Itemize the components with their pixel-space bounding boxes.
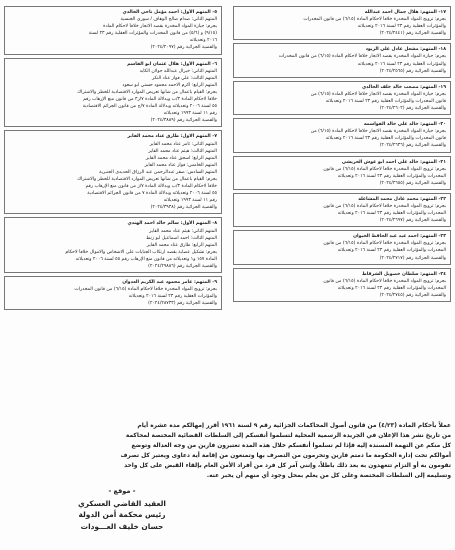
charge-line: بجرم: حيازة المواد المخدرة بقصد الاتجار خلافاً لاحكام المادة: [103, 24, 217, 30]
notice-line: عملاً بأحكام المادة (٤/٢٣) من قانون أصول المحاكمات الجزائية رقم ٩ لسنة ١٩٦١ أقرر إمهالكم مدة عشرة أيام: [137, 423, 451, 429]
defendant-name: ١٨- المتهم: مشعل عادل علي الزيود: [365, 47, 446, 53]
charge-line: والقضية الجزائية رقم (٢٠٢٤/٢٧١٧): [379, 255, 446, 261]
charge-line: المخدرات والمؤثرات العقلية رقم ٢٣ لسنة ٢٠١٦ وتعديلاته: [337, 248, 446, 254]
charge-line: والقضية الجزائية رقم (٢٠٢٤/٢٦٣٦): [379, 143, 446, 149]
charge-line: والقضية الجزائية رقم (٢٠٢٤/٢٤٤١): [379, 31, 446, 37]
charge-line: والقضية الجزائية رقم (٢٠٢٤/٢٨٧٣٣): [148, 301, 217, 307]
charge-line: المتهم الرابع: اكرم الاحمد محمود حسني ابو سعود: [122, 82, 217, 88]
defendant-entry: [4, 130, 222, 214]
notice-line: كل منكم عن التهمة المسندة إليه فإذا لم تسلموا أنفسكم خلال هذه المدة تعتبرون فارين من وجه العدالة وتوضع: [131, 443, 451, 449]
charge-line: بجرم: القيام باعمال من شأنها تعريض الموارد الاقتصادية للخطر والاشتراك: [77, 89, 217, 95]
defendant-entry: [233, 43, 451, 77]
charge-line: رقم ١١ لسنة ١٩٩٣ وتعديلاته: [163, 198, 217, 204]
defendant-name: ١٧- المتهم: هلال جمال احمد عبدالله: [364, 10, 446, 15]
defendant-entry: [233, 193, 451, 227]
charge-line: المخدرات والمؤثرات العقلية رقم ٢٣ لسنة ٢٠١٦ وتعديلاته: [337, 285, 446, 291]
charge-line: والقضية الجزائية رقم (٢٠٢٤/٢٩٨٨٦): [148, 264, 217, 269]
signature-seal: - موقع -: [108, 487, 136, 495]
charge-line: المتهم الثاني: ثامر عناد محمد الفايز: [149, 141, 217, 147]
charge-line: المتهم الثالث: احمد اسماعيل ابو زنط: [146, 235, 217, 241]
signature-rank: العقيد القاضي العسكري: [78, 498, 166, 508]
left-column: [4, 6, 222, 313]
charge-line: قانون المخدرات والمؤثرات العقلية رقم ٢٣ لسنة ٢٠١٦ وتعديلاته: [325, 98, 446, 104]
defendant-name: ٢٠- المتهم: خالد علي خالد القواسمه: [363, 122, 446, 128]
charge-line: المخدرات والمؤثرات العقلية رقم ٢٣ لسنة ٢٠١٦ وتعديلاته: [337, 211, 446, 217]
charge-line: والقضية الجزائية رقم (٢٠٢٤/٣٨٨٩): [150, 118, 217, 124]
notice-line: أموالكم تحت إدارة الحكومة ما دمتم فارين وتحرمون من التصرف بها وتمنعون من إقامة أية دعاوى ويعتبر كل تصرف: [120, 453, 451, 459]
defendant-entry: [233, 268, 451, 302]
signature-block: [22, 486, 222, 532]
defendant-entry: [4, 276, 222, 310]
charge-line: ٢٠١٦ وتعديلاته: [189, 38, 217, 44]
notice-line: تقومون به أو التزام تتعهدون به بعد ذلك باطلاً، وإنني آمر كل فرد من أفراد الأمن العام بإلقاء القبض على كل واحد: [124, 463, 451, 469]
charge-line: والمؤثرات العقلية رقم ٢٣ لسنة ٢٠١٦ وتعديلاته: [357, 24, 446, 30]
charge-line: المتهم الخامس: فواز عناد محمد الفايز: [144, 162, 217, 168]
charge-line: بجرم: ترويج المواد المخدرة خلافاً لاحكام المادة (٦/١٥) من قانون المخدرات: [74, 287, 217, 293]
charge-line: والقضية الجزائية رقم (٢٠٢٤/٢٠٩٧): [150, 45, 217, 51]
defendant-entry: [233, 118, 451, 152]
charge-line: ٥٥ لسنة ٢٠٠٦ وتعديلاته وبدلالة المادة ٧/ج من قانون الجرائم الاقتصادية: [82, 104, 217, 110]
charge-line: المتهم الثالث: علي فواز عناد النكز: [152, 75, 217, 81]
signature-name: حسان خليف العـــودات: [80, 521, 164, 531]
charge-line: والمؤثرات العقلية رقم ٢٣ لسنة ٢٠١٦ وتعديلاته: [357, 61, 446, 67]
charge-line: والقضية الجزائية رقم (٢٠٢٤/٢٥٦٥): [379, 68, 446, 74]
defendant-entry: [233, 81, 451, 115]
defendant-entry: [233, 156, 451, 190]
defendant-entry: [233, 230, 451, 264]
charge-line: بجرم: حيازة المواد المخدرة بقصد الاتجار خلافاً لاحكام المادة (٦/١٥) من: [310, 91, 446, 97]
notice-line: من تاريخ نشر هذا الإعلان في الجريدة الرسمية المحلية لتسلموا أنفسكم إلى السلطات القضائية المختصة لمحاكمة: [125, 433, 451, 439]
defendant-entry: [4, 217, 222, 273]
defendant-entry: [233, 6, 451, 40]
signature-title: رئيس محكمة أمن الدولة: [78, 510, 166, 519]
charge-line: بجرم: حيازة المواد المخدرة بقصد الاتجار خلافاً لاحكام المادة (٦/١٥) من قانون المخدرات: [278, 54, 446, 60]
defendant-name: ١٩- المتهم: مصعب خالد خلف الخالدي: [361, 84, 446, 90]
charge-line: والقضية الجزائية رقم (٢٠٢٤/٣٩٣٨): [150, 205, 217, 211]
charge-line: المخدرات والمؤثرات العقلية رقم ٢٣ لسنة ٢٠١٦ وتعديلاته: [337, 173, 446, 179]
charge-line: المتهم الثاني: هيثم عناد محمد الفايز: [149, 228, 217, 234]
charge-line: بجرم: ترويج المواد المخدرة خلافاً لاحكام المادة (٦/١٥) من قانون: [323, 166, 446, 172]
charge-line: المتهم الثاني: صدام صالح الوهاف / سوري الجنسية: [120, 17, 217, 23]
charge-line: بجرم: ترويج المواد المخدرة خلافاً لاحكام المادة (٦/١٥) من قانون: [323, 278, 446, 284]
notice-text: [4, 421, 451, 481]
charge-line: المادة ١٥٧ و١ وتعديلاته من قانون منع الإرهاب رقم ٥٥ لسنة ٢٠٠٦ وتعديلاته: [75, 256, 217, 262]
charge-line: قانون المخدرات والمؤثرات العقلية رقم ٢٣ لسنة ٢٠١٦ وتعديلاته: [325, 136, 446, 142]
charge-line: المتهم الثاني: خيرال عبدالله جولان الكايد: [139, 68, 217, 74]
right-column: [233, 6, 451, 305]
notice-line: وتسليمه إلى السلطات المختصة وعلى كل من يعلم بمحل وجود أي منهم أن يخبر عنه.: [206, 473, 451, 479]
charge-line: رقم ١١ لسنة ١٩٩٣ وتعديلاته: [163, 111, 217, 117]
charge-line: (٩/١٥) و (٥/٦) من قانون المخدرات والمؤثرات العقلية رقم ٢٣ لسنة: [88, 31, 217, 37]
defendant-name: ٢٣- المتهم: احمد عيد عبد الحافظ الخيوان: [353, 234, 446, 240]
defendant-name: ٥- المتهم الأول: احمد مؤمل ناجي الخالدي: [122, 10, 217, 15]
defendant-entry: [4, 6, 222, 55]
charge-line: المتهم الرابع: طارق عناد محمد الفايز: [146, 242, 217, 248]
defendant-name: ٢٢- المتهم: محمد عادل محمد المشاعله: [358, 196, 446, 202]
charge-line: المتهم الرابع: اسحق عناد محمد الفايز: [145, 155, 217, 161]
charge-line: والقضية الجزائية رقم (٢٠٢٤/٢٧٤٥): [379, 292, 446, 298]
charge-line: بجرم: القيام باعمال من شأنها تعريض الموارد الاقتصادية للخطر والاشتراك: [77, 176, 217, 182]
charge-line: بجرم: ترويج المواد المخدرة خلافاً لاحكام المادة (٦/١٥) من قانون المخدرات: [303, 17, 446, 23]
charge-line: بجرم: ترويج المواد المخدرة خلافاً لاحكام المادة (٦/١٥) من قانون: [323, 241, 446, 247]
defendant-entry: [4, 58, 222, 128]
charge-line: المتهم السادس: صقر عبدالرحمن عبد الرزاق الحديدي الجنبرية: [99, 169, 217, 175]
charge-line: بجرم: حيازة المواد المخدرة بقصد الاتجار خلافاً لاحكام المادة (٦/١٥) من: [310, 129, 446, 135]
defendant-name: ٨- المتهم الأول: سالم خالد احمد الهندي: [127, 221, 217, 227]
charge-line: والقضية الجزائية رقم (٢٠٢٤/٢٦٩٧): [379, 218, 446, 224]
charge-line: ٥٥ لسنة ٢٠٠٦ وتعديلاته وبدلالة المادة ٧ من قانون الجرائم الاقتصادية: [87, 191, 217, 197]
charge-line: بجرم: تشكيل عصابة بقصد ارتكاب الجنايات على الاشخاص والاموال خلافاً لاحكام: [65, 249, 217, 255]
charge-line: خلافاً لاحكام المادة ٣/ب وبدلالة المادة ٧/ز٣ من قانون منع الإرهاب رقم: [83, 97, 217, 103]
charge-line: والقضية الجزائية رقم (٢٠٢٤/٢٦٥٥): [379, 180, 446, 186]
defendant-name: ٦- المتهم الأول: هلال عثمان ابو القاسم: [127, 61, 217, 67]
charge-line: والقضية الجزائية رقم (٢٠٢٤/٢٦٠٢): [379, 106, 446, 112]
notice-paragraph: [4, 421, 451, 481]
charge-line: بجرم: ترويج المواد المخدرة خلافاً لاحكام المادة (٦/١٥) من قانون: [323, 203, 446, 209]
charge-line: خلافاً لاحكام المادة ٣/ب وبدلالة المادة ٧/ز من قانون منع الإرهاب رقم: [85, 184, 217, 190]
charge-line: والمؤثرات العقلية رقم ٢٣ لسنة ٢٠١٦ وتعديلاته: [128, 294, 217, 300]
defendant-name: ٢١- المتهم: خالد علي احمد ابو غوش الخريشي: [341, 159, 446, 165]
defendant-name: ٩- المتهم: عامر محمود عبد الكريم العدوان: [122, 280, 217, 286]
defendant-name: ٧- المتهم الاول: طارق عناد محمد الفايز: [127, 134, 217, 140]
charge-line: المتهم الثالث: هيثم عناد محمد الفايز: [148, 148, 217, 154]
defendant-name: ٢٤- المتهم: سلطان خصوبل الشرقاط: [361, 271, 446, 277]
